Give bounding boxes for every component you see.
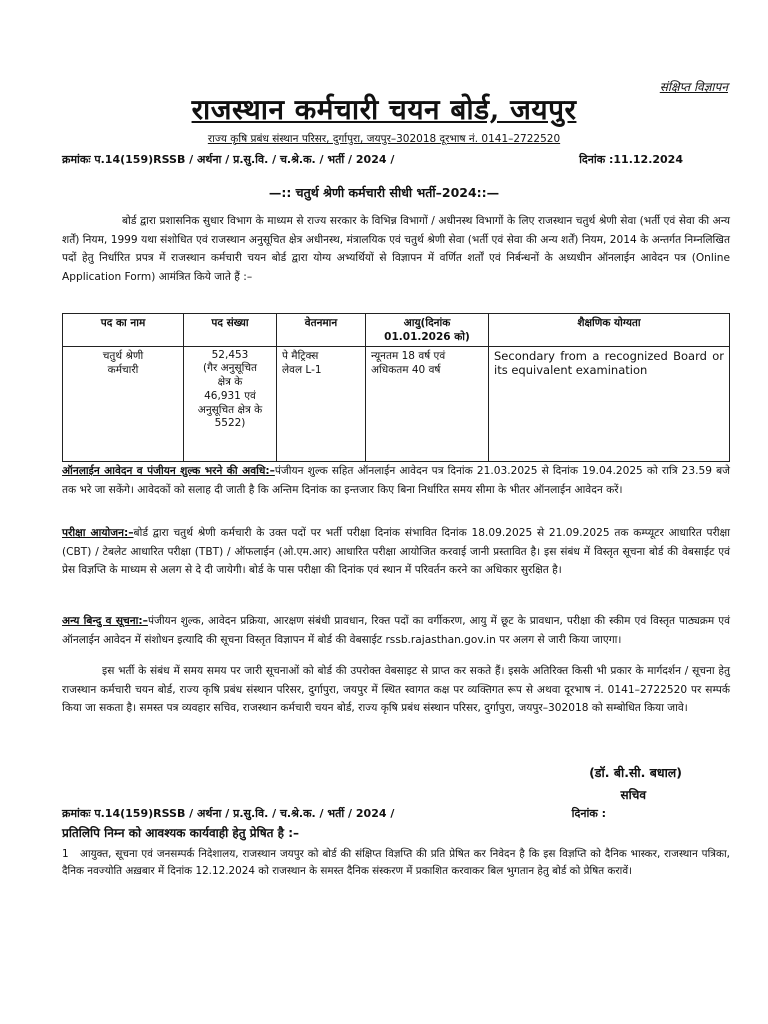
- header-age: आयु(दिनांक 01.01.2026 को): [366, 314, 489, 347]
- copy-item-text: आयुक्त, सूचना एवं जनसम्पर्क निदेशालय, राजस्थान जयपुर को बोर्ड की संक्षिप्त विज्ञप्ति की प्रति प्रेषित कर निवेदन है कि इस विज्ञप्ति को दैनिक भास्कर, राजस्थान पत्रिका, दैनिक नवज्योति अख़बार में दिनांक 12.12.2024 को राजस्थान के समस्त दैनिक संस्करण में प्रकाशित करवाकर बिल भुगतान हेतु बोर्ड को प्रेषित करावें।: [62, 848, 730, 877]
- section-other-info: [62, 612, 730, 649]
- section-exam: [62, 524, 730, 580]
- cell-pay-scale: पे मैट्रिक्स लेवल L-1: [277, 347, 366, 462]
- intro-paragraph: बोर्ड द्वारा प्रशासनिक सुधार विभाग के माध्यम से राज्य सरकार के विभिन्न विभागों / अधीनस्थ विभागों के लिए राजस्थान चतुर्थ श्रेणी सेवा (भर्ती एवं सेवा की अन्य शर्तें) नियम, 1999 यथा संशोधित एवं राजस्थान अनुसूचित क्षेत्र अधीनस्थ, मंत्रालयिक एवं चतुर्थ श्रेणी सेवा (भर्ती एवं सेवा की अन्य शर्तें) नियम, 2014 के अन्तर्गत निम्नलिखित पदों हेतु निर्धारित प्रपत्र में राजस्थान कर्मचारी चयन बोर्ड द्वारा योग्य अभ्यर्थियों से विज्ञापन में वर्णित शर्तों एवं निर्बन्धनों के अध्यधीन ऑनलाईन आवेदन पत्र (Online Application Form) आमंत्रित किये जाते हैं :–: [62, 215, 730, 283]
- cell-post-name: चतुर्थ श्रेणी कर्मचारी: [63, 347, 184, 462]
- section-other-info-text: पंजीयन शुल्क, आवेदन प्रक्रिया, आरक्षण संबंधी प्रावधान, रिक्त पदों का वर्गीकरण, आयु में छूट के प्रावधान, परीक्षा की स्कीम एवं विस्तृत पाठ्यक्रम एवं ऑनलाईन आवेदन में संशोधन इत्यादि की सूचना विस्तृत विज्ञापन में बोर्ड की वेबसाईट rssb.rajasthan.gov.in पर अलग से जारी किया जाएगा।: [62, 615, 730, 646]
- section-application-period-heading: ऑनलाईन आवेदन व पंजीयन शुल्क भरने की अवधि:–: [62, 465, 275, 477]
- posts-table: [62, 313, 730, 462]
- table-row: [63, 347, 730, 462]
- copy-to-heading: प्रतिलिपि निम्न को आवश्यक कार्यवाही हेतु प्रेषित है :–: [62, 826, 300, 840]
- short-ad-label: संक्षिप्त विज्ञापन: [659, 80, 728, 94]
- header-post-count: पद संख्या: [184, 314, 277, 347]
- section-exam-text: बोर्ड द्वारा चतुर्थ श्रेणी कर्मचारी के उक्त पदों पर भर्ती परीक्षा दिनांक संभावित दिनांक 18.09.2025 से 21.09.2025 तक कम्प्यूटर आधारित परीक्षा (CBT) / टेबलेट आधारित परीक्षा (TBT) / ऑफलाईन (ओ.एम.आर) आधारित परीक्षा आयोजित करवाई जानी प्रस्तावित है। इस संबंध में विस्तृत सूचना बोर्ड की वेबसाईट एवं प्रेस विज्ञप्ति के माध्यम से अलग से दे दी जायेगी। बोर्ड के पास परीक्षा की दिनांक एवं स्थान में परिवर्तन करने का अधिकार सुरक्षित है।: [62, 527, 730, 576]
- table-header-row: [63, 314, 730, 347]
- board-address: राज्य कृषि प्रबंध संस्थान परिसर, दुर्गापुरा, जयपुर–302018 दूरभाष नं. 0141–2722520: [207, 133, 561, 145]
- footer-date: दिनांक :: [571, 807, 606, 820]
- header-pay-scale: वेतनमान: [277, 314, 366, 347]
- copy-item-number: 1: [62, 848, 69, 860]
- copy-to-item: [62, 846, 730, 880]
- cell-post-count: 52,453 (गैर अनुसूचित क्षेत्र के 46,931 एवं अनुसूचित क्षेत्र के 5522): [184, 347, 277, 462]
- footer-reference-number: क्रमांकः प.14(159)RSSB / अर्थना / प्र.सु.वि. / च.श्रे.क. / भर्ती / 2024 /: [62, 807, 395, 820]
- reference-number: क्रमांकः प.14(159)RSSB / अर्थना / प्र.सु.वि. / च.श्रे.क. / भर्ती / 2024 /: [62, 153, 395, 166]
- signatory-title: सचिव: [620, 788, 646, 802]
- cell-age: न्यूनतम 18 वर्ष एवं अधिकतम 40 वर्ष: [366, 347, 489, 462]
- section-exam-heading: परीक्षा आयोजन:–: [62, 527, 134, 539]
- header-qualification: शैक्षणिक योग्यता: [489, 314, 730, 347]
- board-title: राजस्थान कर्मचारी चयन बोर्ड, जयपुर: [191, 93, 577, 126]
- section-other-info-heading: अन्य बिन्दु व सूचना:–: [62, 615, 148, 627]
- section-application-period-text: पंजीयन शुल्क सहित ऑनलाईन आवेदन पत्र दिनांक 21.03.2025 से दिनांक 19.04.2025 को रात्रि 23.59 बजे तक भरे जा सकेंगे। आवेदकों को सलाह दी जाती है कि अन्तिम दिनांक का इन्तजार किए बिना निर्धारित समय सीमा के भीतर ऑनलाईन आवेदन करें।: [62, 465, 730, 496]
- header-post-name: पद का नाम: [63, 314, 184, 347]
- cell-qualification: Secondary from a recognized Board or its equivalent examination: [489, 347, 730, 462]
- notice-subject: —:: चतुर्थ श्रेणी कर्मचारी सीधी भर्ती–2024::—: [268, 185, 500, 200]
- section-application-period: [62, 462, 730, 499]
- contact-paragraph: इस भर्ती के संबंध में समय समय पर जारी सूचनाओं को बोर्ड की उपरोक्त वेबसाइट से प्राप्त कर सकते हैं। इसके अतिरिक्त किसी भी प्रकार के मार्गदर्शन / सूचना हेतु राजस्थान कर्मचारी चयन बोर्ड, राज्य कृषि प्रबंध संस्थान परिसर, दुर्गापुरा, जयपुर में स्थित स्वागत कक्ष पर व्यक्तिगत रूप से अथवा दूरभाष नं. 0141–2722520 पर सम्पर्क किया जा सकता है। समस्त पत्र व्यवहार सचिव, राजस्थान कर्मचारी चयन बोर्ड, राज्य कृषि प्रबंध संस्थान परिसर, दुर्गापुरा, जयपुर–302018 को सम्बोधित किया जावे।: [62, 665, 730, 714]
- signatory-name: (डॉ. बी.सी. बधाल): [589, 765, 682, 780]
- notice-date: दिनांक :11.12.2024: [579, 153, 683, 166]
